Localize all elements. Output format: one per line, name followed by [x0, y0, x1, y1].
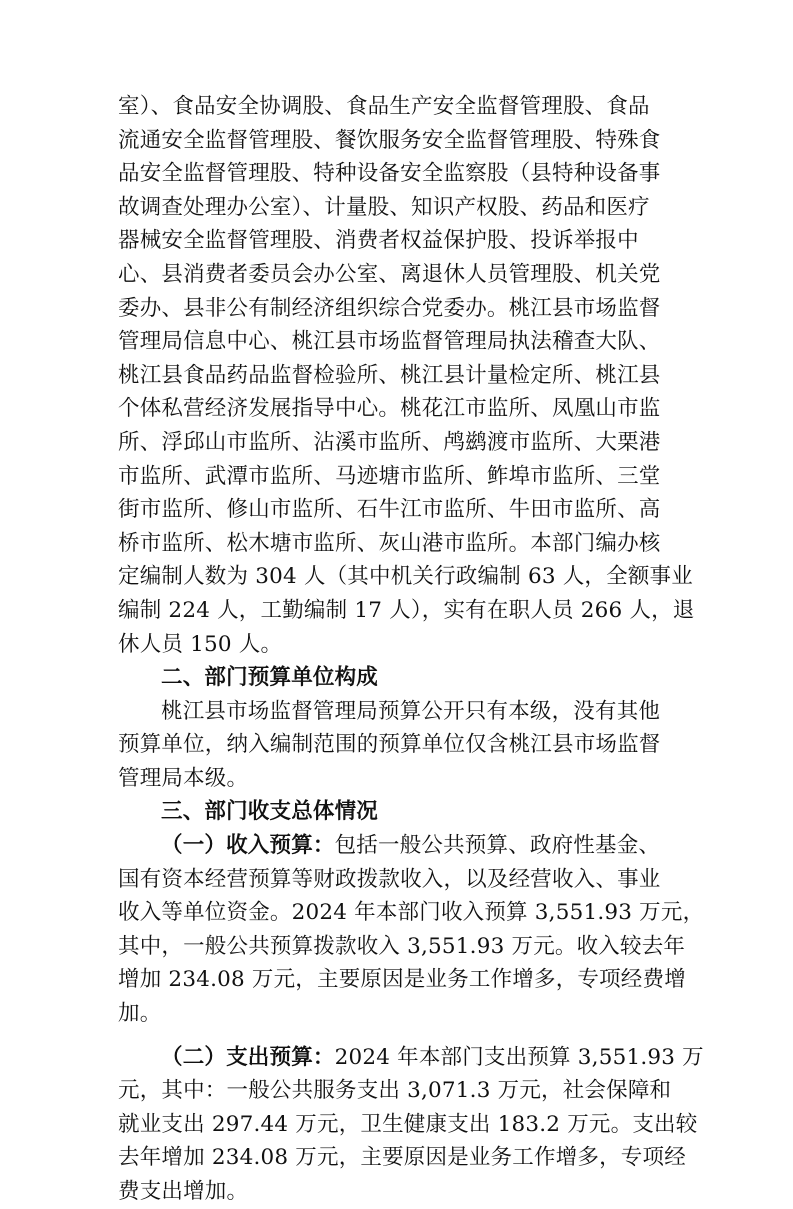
intro-line: 定编制人数为 304 人（其中机关行政编制 63 人，全额事业 — [118, 564, 693, 590]
income-line: 收入等单位资金。2024 年本部门收入预算 3,551.93 万元， — [118, 900, 705, 926]
income-line: 其中，一般公共预算拨款收入 3,551.93 万元。收入较去年 — [118, 933, 686, 959]
income-lead: （一）收入预算： — [161, 833, 335, 859]
section-heading-budget-units: 二、部门预算单位构成 — [161, 665, 379, 691]
income-first-line-text: 包括一般公共预算、政府性基金、 — [334, 833, 661, 859]
income-line: 国有资本经营预算等财政拨款收入，以及经营收入、事业 — [118, 866, 661, 892]
income-line: 加。 — [118, 1001, 162, 1027]
intro-line: 休人员 150 人。 — [118, 631, 283, 657]
intro-line: 流通安全监督管理股、餐饮服务安全监督管理股、特殊食 — [118, 127, 661, 153]
intro-line: 所、浮邱山市监所、沾溪市监所、鸬鹚渡市监所、大栗港 — [118, 429, 661, 455]
expenditure-line: 就业支出 297.44 万元，卫生健康支出 183.2 万元。支出较 — [118, 1111, 698, 1137]
intro-line: 品安全监督管理股、特种设备安全监察股（县特种设备事 — [118, 161, 661, 187]
expenditure-lead: （二）支出预算： — [161, 1044, 335, 1070]
intro-line: 心、县消费者委员会办公室、离退休人员管理股、机关党 — [118, 261, 661, 287]
expenditure-line: 元，其中：一般公共服务支出 3,071.3 万元，社会保障和 — [118, 1078, 672, 1104]
intro-line: 街市监所、修山市监所、石牛江市监所、牛田市监所、高 — [118, 497, 661, 523]
section2-line: 桃江县市场监督管理局预算公开只有本级，没有其他 — [161, 698, 661, 724]
intro-line: 故调查处理办公室）、计量股、知识产权股、药品和医疗 — [118, 194, 650, 220]
intro-line: 编制 224 人，工勤编制 17 人），实有在职人员 266 人，退 — [118, 597, 695, 623]
document-page — [118, 90, 705, 1209]
section2-line: 管理局本级。 — [118, 765, 249, 791]
income-first-line — [118, 829, 678, 863]
intro-line: 市监所、武潭市监所、马迹塘市监所、鲊埠市监所、三堂 — [118, 463, 661, 489]
intro-line: 桃江县食品药品监督检验所、桃江县计量检定所、桃江县 — [118, 362, 661, 388]
expenditure-first-line — [118, 1041, 704, 1075]
intro-line: 个体私营经济发展指导中心。桃花江市监所、凤凰山市监 — [118, 396, 661, 422]
intro-line: 室）、食品安全协调股、食品生产安全监督管理股、食品 — [118, 94, 650, 119]
section2-line: 预算单位，纳入编制范围的预算单位仅含桃江县市场监督 — [118, 732, 661, 758]
expenditure-first-line-text: 2024 年本部门支出预算 3,551.93 万 — [334, 1044, 704, 1070]
expenditure-line: 费支出增加。 — [118, 1179, 249, 1204]
intro-line: 管理局信息中心、桃江县市场监督管理局执法稽查大队、 — [118, 329, 661, 355]
section-heading-income-expenditure: 三、部门收支总体情况 — [161, 799, 379, 825]
income-line: 增加 234.08 万元，主要原因是业务工作增多，专项经费增 — [118, 967, 686, 993]
intro-line: 委办、县非公有制经济组织综合党委办。桃江县市场监督 — [118, 295, 661, 321]
intro-line: 桥市监所、松木塘市监所、灰山港市监所。本部门编办核 — [118, 530, 661, 556]
intro-line: 器械安全监督管理股、消费者权益保护股、投诉举报中 — [118, 228, 639, 254]
expenditure-line: 去年增加 234.08 万元，主要原因是业务工作增多，专项经 — [118, 1145, 686, 1171]
